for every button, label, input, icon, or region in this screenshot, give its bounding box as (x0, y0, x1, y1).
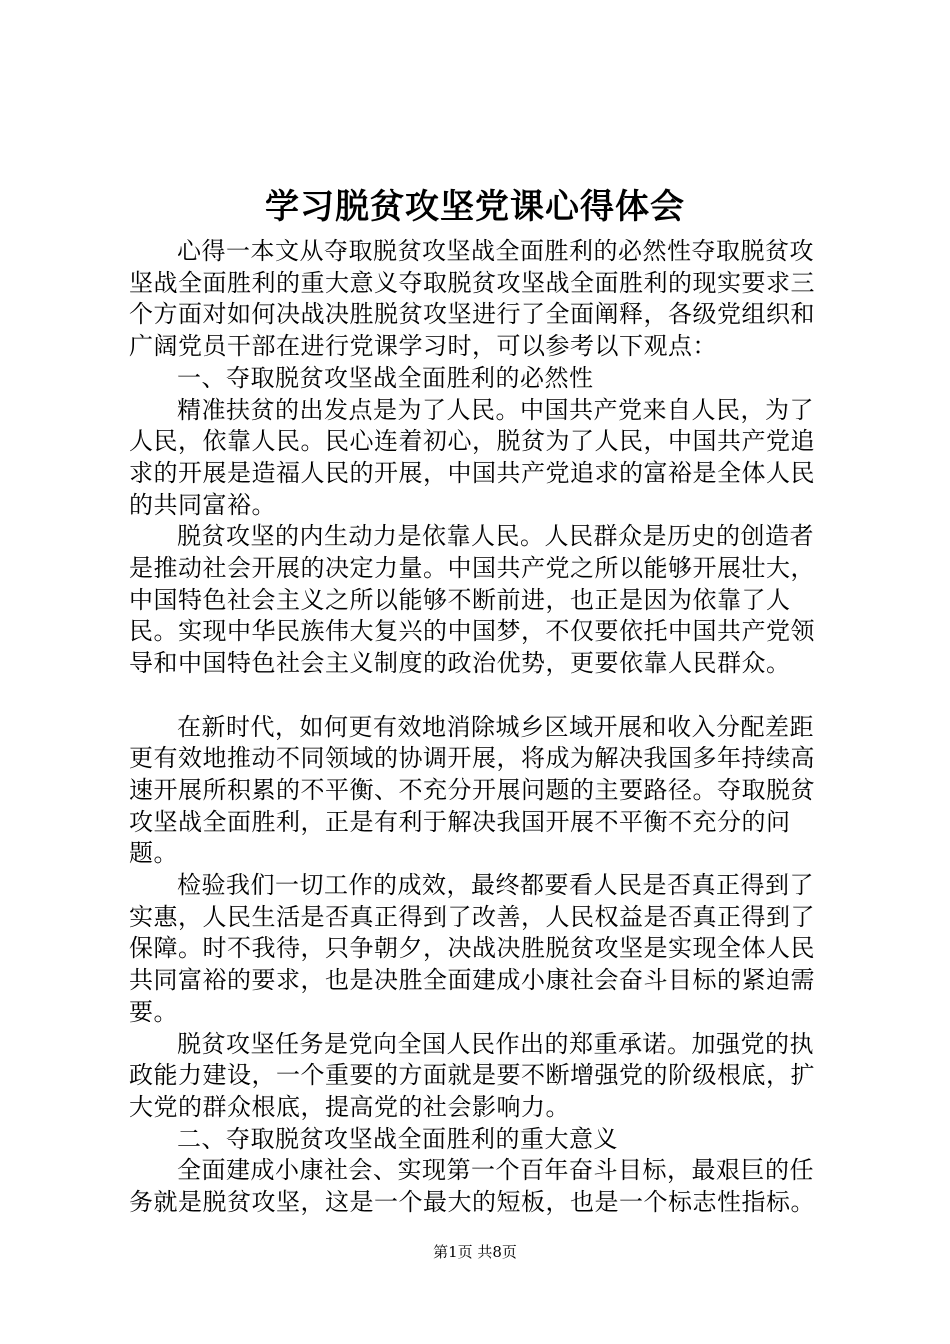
page-title: 学习脱贫攻坚党课心得体会 (265, 187, 685, 227)
paragraph-intro: 心得一本文从夺取脱贫攻坚战全面胜利的必然性夺取脱贫攻坚战全面胜利的重大意义夺取脱贫攻坚战全面胜利的现实要求三个方面对如何决战决胜脱贫攻坚进行了全面阐释，各级党组织和广阔党员干部在进行党课学习时，可以参考以下观点： (129, 237, 815, 361)
paragraph: 精准扶贫的出发点是为了人民。中国共产党来自人民，为了人民，依靠人民。民心连着初心，脱贫为了人民，中国共产党追求的开展是造福人民的开展，中国共产党追求的富裕是全体人民的共同富裕。 (129, 395, 815, 519)
page-number-footer: 第1页 共8页 (433, 1243, 517, 1261)
paragraph: 脱贫攻坚的内生动力是依靠人民。人民群众是历史的创造者是推动社会开展的决定力量。中国共产党之所以能够开展壮大，中国特色社会主义之所以能够不断前进，也正是因为依靠了人民。实现中华民族伟大复兴的中国梦，不仅要依托中国共产党领导和中国特色社会主义制度的政治优势，更要依靠人民群众。 (129, 522, 815, 678)
document-body (129, 236, 829, 1219)
paragraph: 全面建成小康社会、实现第一个百年奋斗目标，最艰巨的任务就是脱贫攻坚，这是一个最大的短板，也是一个标志性指标。 (129, 1156, 815, 1217)
paragraph: 脱贫攻坚任务是党向全国人民作出的郑重承诺。加强党的执政能力建设，一个重要的方面就是要不断增强党的阶级根底，扩大党的群众根底，提高党的社会影响力。 (129, 1029, 815, 1121)
blank-line (129, 680, 829, 712)
section-heading-2: 二、夺取脱贫攻坚战全面胜利的重大意义 (177, 1124, 618, 1153)
paragraph: 在新时代，如何更有效地消除城乡区域开展和收入分配差距更有效地推动不同领域的协调开展，将成为解决我国多年持续高速开展所积累的不平衡、不充分开展问题的主要路径。夺取脱贫攻坚战全面胜利，正是有利于解决我国开展不平衡不充分的问题。 (129, 712, 815, 868)
section-heading-1: 一、夺取脱贫攻坚战全面胜利的必然性 (177, 363, 594, 392)
paragraph: 检验我们一切工作的成效，最终都要看人民是否真正得到了实惠，人民生活是否真正得到了改善，人民权益是否真正得到了保障。时不我待，只争朝夕，决战决胜脱贫攻坚是实现全体人民共同富裕的要求，也是决胜全面建成小康社会奋斗目标的紧迫需要。 (129, 871, 815, 1026)
